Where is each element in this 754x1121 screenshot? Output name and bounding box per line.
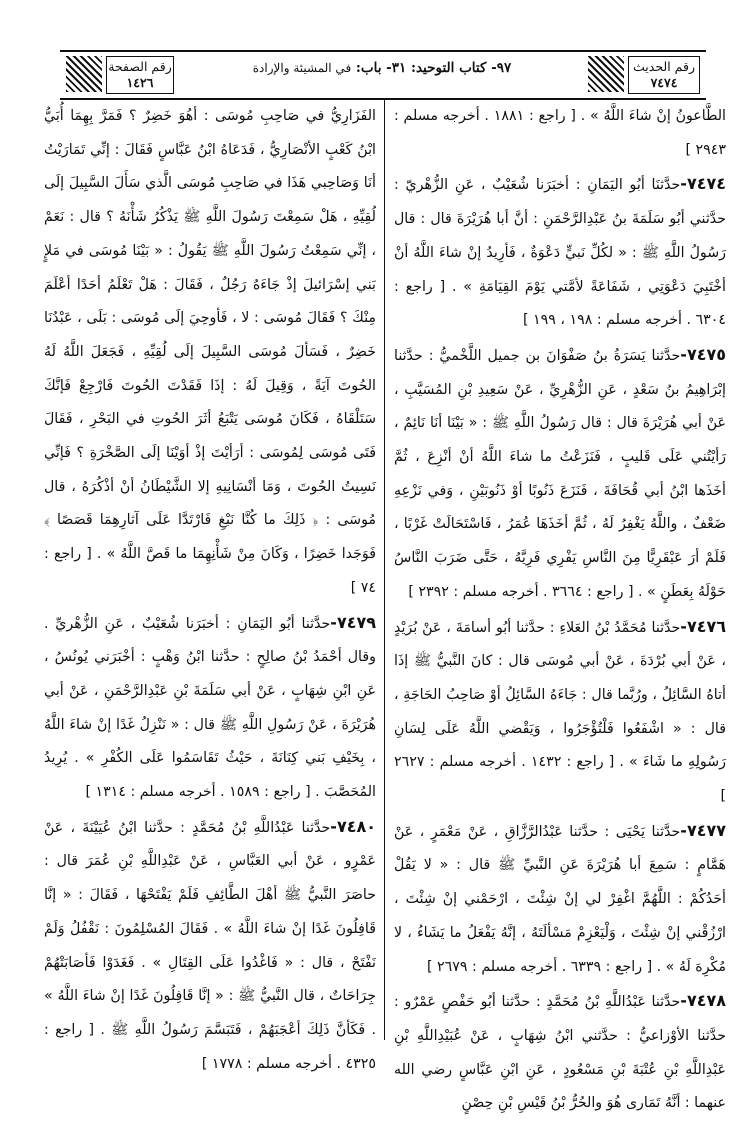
hadith-paragraph <box>44 98 376 606</box>
hadith-paragraph <box>44 810 376 1082</box>
hadith-number-value: ٧٤٧٤ <box>650 75 678 90</box>
column-divider <box>384 100 385 1040</box>
hadith-text: الطَّاعونُ إنْ شاءَ اللَّهُ » . [ راجع : ١٨٨١ . أخرجه مسلم : ٢٩٤٣ ] <box>394 108 727 158</box>
hadith-number: ٧٤٧٤- <box>680 174 726 194</box>
page-number-box <box>106 56 174 94</box>
left-column <box>44 98 376 1081</box>
hatch-ornament-left <box>66 56 102 92</box>
hadith-number: ٧٤٨٠- <box>330 816 376 836</box>
page-header <box>60 50 706 100</box>
page-number-value: ١٤٢٦ <box>126 75 154 90</box>
hadith-paragraph <box>394 167 726 338</box>
hadith-number: ٧٤٧٥- <box>680 344 726 364</box>
hatch-ornament-right <box>588 56 624 92</box>
hadith-number-label: رقم الحديث <box>633 59 695 74</box>
chapter-title-main: ٩٧- كتاب التوحيد: ٣١- باب: <box>355 60 512 76</box>
chapter-title-sub: في المشيئة والإرادة <box>252 61 352 75</box>
hadith-text: حدَّثنا عَبْدُاللَّهِ بْنُ مُحَمَّدٍ : حدَّثنا أبُو حَفْصٍ عَمْرٌو : حدَّثنا الأوْزاعيُّ : حدَّثني ابْنُ شِهَابٍ ، عَنْ عُبَيْدِاللَّهِ بْنِ عَبْدِاللَّهِ بْنِ عُتْبَةَ بْنِ مَسْعُودٍ ، عَنِ ابْنِ عَبَّاسٍ رضي الله عنهما : أنَّهُ تَمَارى هُوَ والحُرُّ بْنُ قَيْسِ بْنِ حِصْنٍ <box>394 994 726 1112</box>
hadith-paragraph <box>394 98 726 167</box>
right-column <box>394 98 726 1121</box>
hadith-text: حدَّثنا يَسَرَةُ بنُ صَفْوَانَ بن جميل اللَّخْميُّ : حدَّثنا إبْرَاهِيمُ بنُ سَعْدٍ ، عَنِ الزُّهْرِيِّ ، عَنْ سَعِيدِ بْنِ المُسَيَّبِ ، عَنْ أبي هُرَيْرَةَ قال : قال رَسُولُ اللَّهِ ﷺ : « بَيْنَا أنَا نَائِمٌ ، رَأيْتُني عَلَى قَليبٍ ، فَنَزَعْتُ ما شاءَ اللَّهُ أنْ أنْزِعَ ، ثُمَّ أخَذَها ابْنُ أبي قُحَافَةَ ، فَنَزَعَ ذَنُوبًا أوْ ذَنُوبَيْنِ ، وَفي نَزْعِهِ ضَعْفٌ ، واللَّهُ يَغْفِرُ لَهُ ، ثُمَّ أخَذَهَا عُمَرُ ، فَاسْتَحَالَتْ غَرْبًا ، فَلَمْ أرَ عَبْقَرِيًّا مِنَ النَّاسِ يَفْرِي فَرِيَّهُ ، حَتَّى ضَرَبَ النَّاسُ حَوْلَهُ بِعَطَنٍ » . [ راجع : ٣٦٦٤ . أخرجه مسلم : ٢٣٩٢ ] <box>394 347 726 600</box>
hadith-text: حدَّثنا يَحْيَى : حدَّثنا عَبْدُالرَّزَّاقِ ، عَنْ مَعْمَرٍ ، عَنْ هَمَّامٍ : سَمِعَ أبا هُرَيْرَةَ عَنِ النَّبيِّ ﷺ قال : « لا يَقُلْ أحَدُكُمْ : اللَّهُمَّ اغْفِرْ لي إنْ شِئْتَ ، ارْحَمْني إنْ شِئْتَ ، ارْزُقْني إنْ شِئْتَ ، وَلْيَعْزِمْ مَسْألَتَهُ ، إنَّهُ يَفْعَلُ ما يَشَاءُ ، لا مُكْرِهَ لَهُ » . [ راجع : ٦٣٣٩ . أخرجه مسلم : ٢٦٧٩ ] <box>394 823 726 975</box>
hadith-text: حدَّثنا عَبْدُاللَّهِ بْنُ مُحَمَّدٍ : حدَّثنا ابْنُ عُيَيْنَةَ ، عَنْ عَمْرٍو ، عَنْ أبي العَبَّاسِ ، عَنْ عَبْدِاللَّهِ بْنِ عُمَرَ قال : حاصَرَ النَّبيُّ ﷺ أهْلَ الطَّائِفِ فَلَمْ يَفْتَحْهَا ، فَقَالَ : « إنَّا قَافِلُونَ غَدًا إنْ شاءَ اللَّهُ » . فَقَالَ المُسْلِمُونَ : نَقْفُلُ وَلَمْ نَفْتَحْ ، قال : « فَاغْدُوا عَلَى القِتَالِ » . فَغَدَوْا فَأصَابَتْهُمْ جِرَاحَاتٌ ، قال النَّبيُّ ﷺ : « إنَّا قَافِلُونَ غَدًا إنْ شاءَ اللَّهُ » . فَكَأنَّ ذَلِكَ أعْجَبَهُمْ ، فَتَبَسَّمَ رَسُولُ اللَّهِ ﷺ . [ راجع : ٤٣٢٥ . أخرجه مسلم : ١٧٧٨ ] <box>44 819 376 1072</box>
hadith-paragraph <box>394 984 726 1121</box>
hadith-paragraph <box>394 814 726 985</box>
page-number-label: رقم الصفحة <box>108 59 172 74</box>
hadith-number: ٧٤٧٧- <box>680 820 726 840</box>
hadith-number: ٧٤٧٦- <box>680 616 726 636</box>
hadith-paragraph <box>394 610 726 814</box>
hadith-text: الفَزَارِيُّ في صَاحِبِ مُوسَى : أهُوَ خَضِرٌ ؟ فَمَرَّ بِهِمَا أُبَيُّ ابْنُ كَعْبٍ الأنْصَارِيُّ ، فَدَعَاهُ ابْنُ عَبَّاسٍ فَقَالَ : إنِّي تَمَارَيْتُ أنَا وَصَاحِبي هَذَا في صَاحِبِ مُوسَى الَّذي سَأَلَ السَّبِيلَ إلَى لُقِيِّهِ ، هَلْ سَمِعْتَ رَسُولَ اللَّهِ ﷺ يَذْكُرُ شَأْنَهُ ؟ قال : نَعَمْ ، إنِّي سَمِعْتُ رَسُولَ اللَّهِ ﷺ يَقُولُ : « بَيْنَا مُوسَى في مَلإٍ بَني إسْرَائيلَ إذْ جَاءَهُ رَجُلٌ ، فَقَالَ : هَلْ تَعْلَمُ أحَدًا أعْلَمَ مِنْكَ ؟ فَقَالَ مُوسَى : لا ، فَأوحِيَ إلَى مُوسَى : بَلَى ، عَبْدُنَا خَضِرٌ ، فَسَألَ مُوسَى السَّبِيلَ إلَى لُقِيِّهِ ، فَجَعَلَ اللَّهُ لَهُ الحُوتَ آيَةً ، وَقِيلَ لَهُ : إذَا فَقَدْتَ الحُوتَ فَارْجِعْ فَإنَّكَ سَتَلْقَاهُ ، فَكَانَ مُوسَى يَتْبَعُ أثَرَ الحُوتِ في البَحْرِ ، فَقَالَ فَتَى مُوسَى لِمُوسَى : أرَأيْتَ إذْ أوَيْنَا إلَى الصَّخْرَةِ ؟ فَإنِّي نَسِيتُ الحُوتَ ، وَمَا أنْسَانِيهِ إلا الشَّيْطَانُ أنْ أذْكُرَهُ ، قال مُوسَى : ﴿ ذَلِكَ ما كُنَّا نَبْغِ فَارْتَدَّا عَلَى آثارِهِمَا قَصَصًا ﴾ فَوَجَدا خَضِرًا ، وَكَانَ مِنْ شَأْنِهِمَا ما قَصَّ اللَّهُ » . [ راجع : ٧٤ ] <box>44 108 376 596</box>
chapter-title <box>182 60 582 76</box>
hadith-paragraph <box>394 338 726 610</box>
hadith-text: حدَّثنا مُحَمَّدُ بْنُ العَلاءِ : حدَّثنا أبُو أسامَةَ ، عَنْ بُرَيْدٍ ، عَنْ أبي بُرْدَةَ ، عَنْ أبي مُوسَى قال : كانَ النَّبيُّ ﷺ إذَا أتاهُ السَّائِلُ ، ورُبَّما قال : جَاءَهُ السَّائِلُ أوْ صَاحِبُ الحَاجَةِ ، قال : « اشْفَعُوا فَلْتُؤْجَرُوا ، وَيَقْضي اللَّهُ عَلَى لِسَانِ رَسُولِهِ ما شَاءَ » . [ راجع : ١٤٣٢ . أخرجه مسلم : ٢٦٢٧ ] <box>394 619 726 805</box>
hadith-paragraph <box>44 606 376 810</box>
hadith-number: ٧٤٧٩- <box>330 612 376 632</box>
hadith-text: حدَّثنا أبُو اليَمَانِ : أخبَرَنا شُعَيْبٌ ، عَنِ الزُّهْريِّ . وقال أحْمَدُ بْنُ صالِحٍ : حدَّثنا ابْنُ وَهْبٍ : أخْبَرَني يُونُسُ ، عَنِ ابْنِ شِهَابٍ ، عَنْ أبي سَلَمَةَ بْنِ عَبْدِالرَّحْمَنِ ، عَنْ أبي هُرَيْرَةَ ، عَنْ رَسُولِ اللَّهِ ﷺ قال : « نَنْزِلُ غَدًا إنْ شاءَ اللَّهُ ، بِخَيْفِ بَني كِنَانَةَ ، حَيْثُ تَقَاسَمُوا عَلَى الكُفْرِ » . يُرِيدُ المُحَصَّبَ . [ راجع : ١٥٨٩ . أخرجه مسلم : ١٣١٤ ] <box>44 615 376 801</box>
hadith-number-box <box>628 56 700 94</box>
hadith-number: ٧٤٧٨- <box>680 991 726 1011</box>
hadith-text: حدَّثنَا أبُو اليَمَانِ : أخبَرَنا شُعَيْبٌ ، عَنِ الزُّهْريّ : حدَّثني أبُو سَلَمَةَ بنُ عَبْدِالرَّحْمَنِ : أنَّ أبا هُرَيْرَةَ قال : قال رَسُولُ اللَّهِ ﷺ : « لكُلِّ نَبيٍّ دَعْوَةٌ ، فَأرِيدُ إنْ شاءَ اللَّهُ أنْ أخْتَبِيَ دَعْوَتِي ، شَفَاعَةً لأمَّتي يَوْمَ القِيَامَةِ » . [ راجع : ٦٣٠٤ . أخرجه مسلم : ١٩٨ ، ١٩٩ ] <box>394 177 726 329</box>
